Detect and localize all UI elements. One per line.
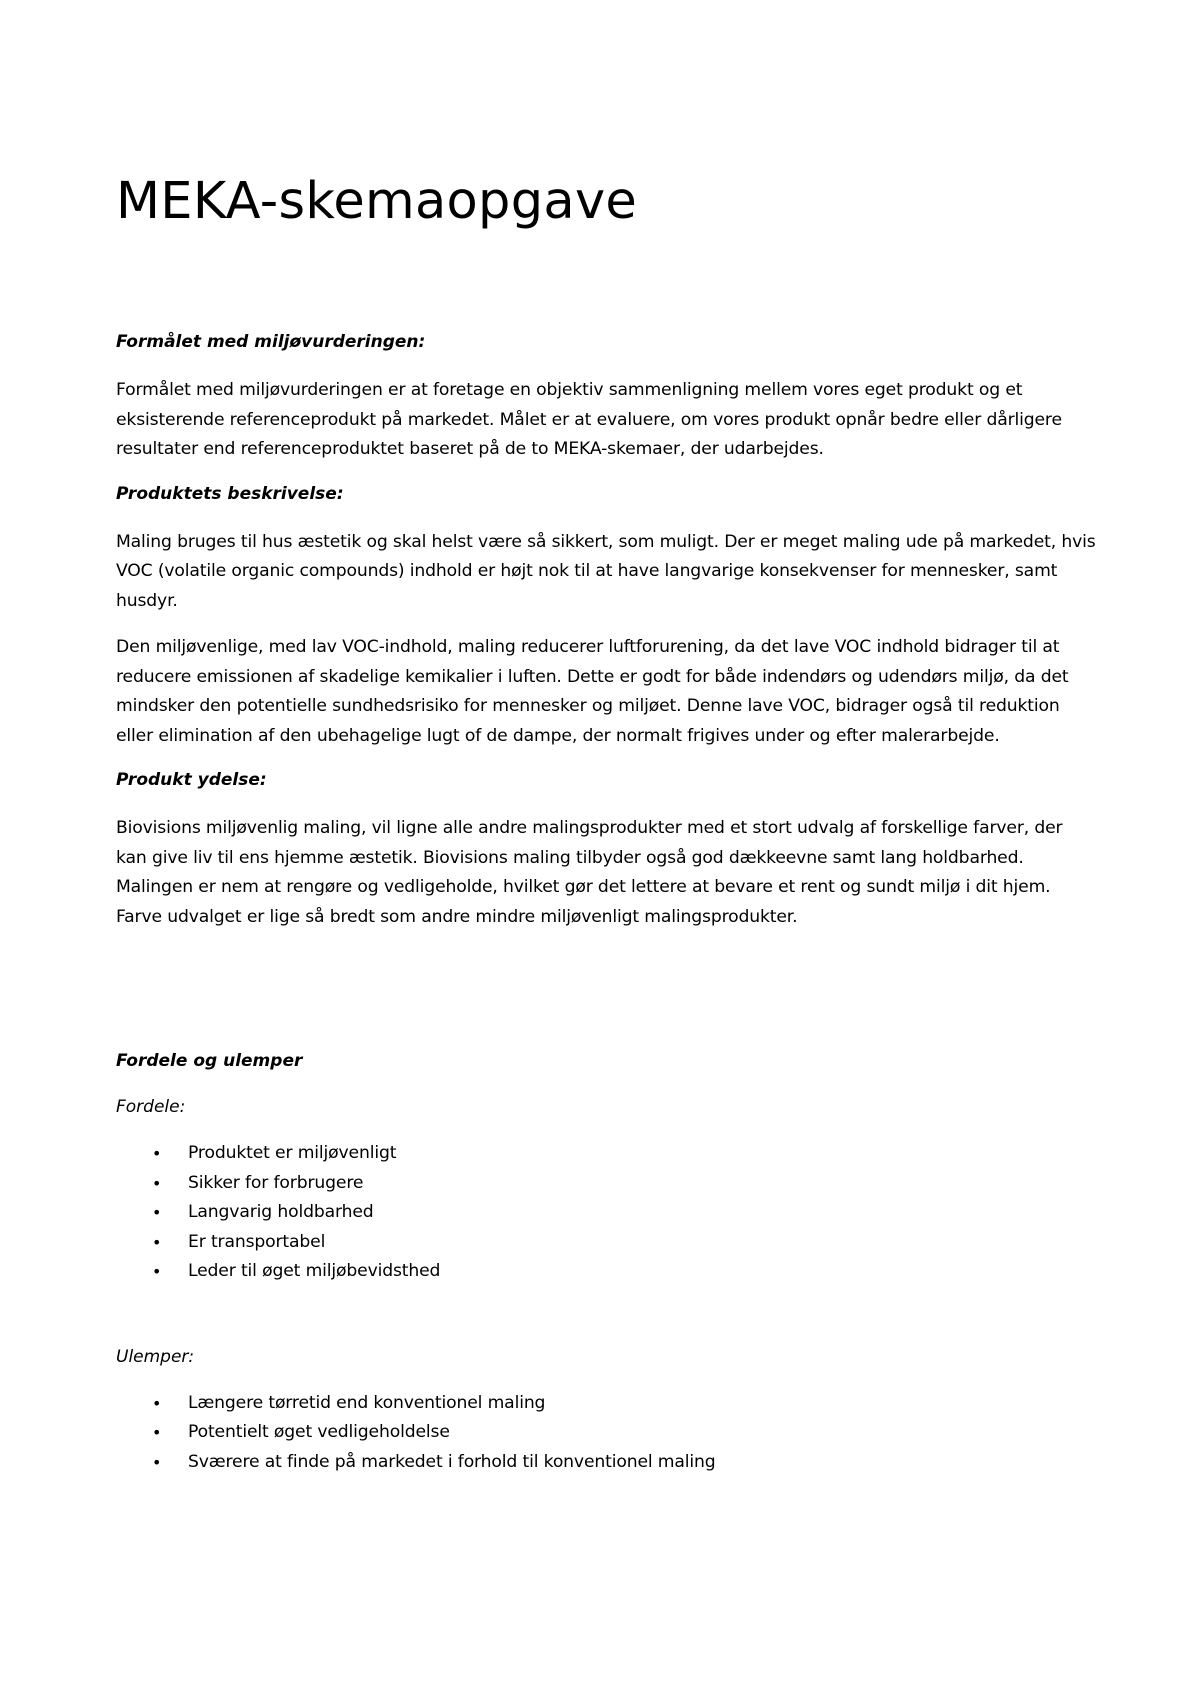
pros-cons-heading: Fordele og ulemper: [116, 1051, 303, 1071]
spacer: [116, 1287, 1096, 1345]
list-item: [116, 1139, 1096, 1169]
pros-label: Fordele:: [116, 1097, 186, 1117]
section-pros-cons: [116, 1049, 1096, 1477]
list-item: [116, 1448, 1096, 1478]
document-body: [116, 170, 1096, 1477]
cons-item-text: Potentielt øget vedligeholdelse: [188, 1422, 450, 1442]
bullet-icon: •: [152, 1144, 162, 1163]
list-item: [116, 1169, 1096, 1199]
cons-list: [116, 1389, 1096, 1478]
list-item: [116, 1257, 1096, 1287]
list-item: [116, 1418, 1096, 1448]
bullet-icon: •: [152, 1232, 162, 1252]
section-description: [116, 482, 1096, 752]
pros-list: [116, 1139, 1096, 1287]
spacer: [116, 949, 1096, 1049]
cons-item-text: Længere tørretid end konventionel maling: [188, 1392, 546, 1413]
performance-heading: Produkt ydelse:: [116, 770, 267, 790]
cons-item-text: Sværere at finde på markedet i forhold til konventionel maling: [188, 1451, 716, 1472]
performance-paragraph: Biovisions miljøvenlig maling, vil ligne alle andre malingsprodukter med et stort udvalg af forskellige farver, der kan give liv til ens hjemme æstetik. Biovisions maling tilbyder også god dækkeevne samt lang holdbarhed. Malingen er nem at rengøre og vedligeholde, hvilket gør det lettere at bevare et rent og sundt miljø i dit hjem. Farve udvalget er lige så bredt som andre mindre miljøvenligt malingsprodukter.: [116, 818, 1063, 927]
document-title: MEKA-skemaopgave: [116, 172, 638, 231]
pros-item-text: Produktet er miljøvenligt: [188, 1143, 397, 1163]
cons-label: Ulemper:: [116, 1346, 195, 1367]
bullet-icon: •: [152, 1262, 162, 1281]
bullet-icon: •: [152, 1452, 162, 1472]
pros-item-text: Langvarig holdbarhed: [188, 1202, 374, 1222]
list-item: [116, 1389, 1096, 1419]
description-heading: Produktets beskrivelse:: [116, 483, 344, 504]
pros-item-text: Sikker for forbrugere: [188, 1172, 364, 1193]
pros-item-text: Er transportabel: [188, 1231, 326, 1252]
section-performance: [116, 768, 1096, 932]
bullet-icon: •: [152, 1423, 162, 1442]
bullet-icon: •: [152, 1173, 162, 1193]
bullet-icon: •: [152, 1393, 162, 1413]
description-paragraph-1: Maling bruges til hus æstetik og skal helst være så sikkert, som muligt. Der er meget maling ude på markedet, hvis VOC (volatile organic compounds) indhold er højt nok til at have langvarige konsekvenser for mennesker, samt husdyr.: [116, 531, 1096, 611]
pros-item-text: Leder til øget miljøbevidsthed: [188, 1261, 441, 1281]
bullet-icon: •: [152, 1203, 162, 1222]
purpose-paragraph: Formålet med miljøvurderingen er at foretage en objektiv sammenligning mellem vores eget produkt og et eksisterende referenceprodukt på markedet. Målet er at evaluere, om vores produkt opnår bedre eller dårligere resultater end referenceproduktet baseret på de to MEKA-skemaer, der udarbejdes.: [116, 380, 1062, 459]
description-paragraph-2: Den miljøvenlige, med lav VOC-indhold, maling reducerer luftforurening, da det lave VOC indhold bidrager til at reducere emissionen af skadelige kemikalier i luften. Dette er godt for både indendørs og udendørs miljø, da det mindsker den potentielle sundhedsrisiko for mennesker og miljøet. Denne lave VOC, bidrager også til reduktion eller elimination af den ubehagelige lugt of de dampe, der normalt frigives under og efter malerarbejde.: [116, 637, 1069, 746]
list-item: [116, 1228, 1096, 1258]
list-item: [116, 1198, 1096, 1228]
purpose-heading: Formålet med miljøvurderingen:: [116, 332, 426, 352]
section-purpose: [116, 330, 1096, 465]
